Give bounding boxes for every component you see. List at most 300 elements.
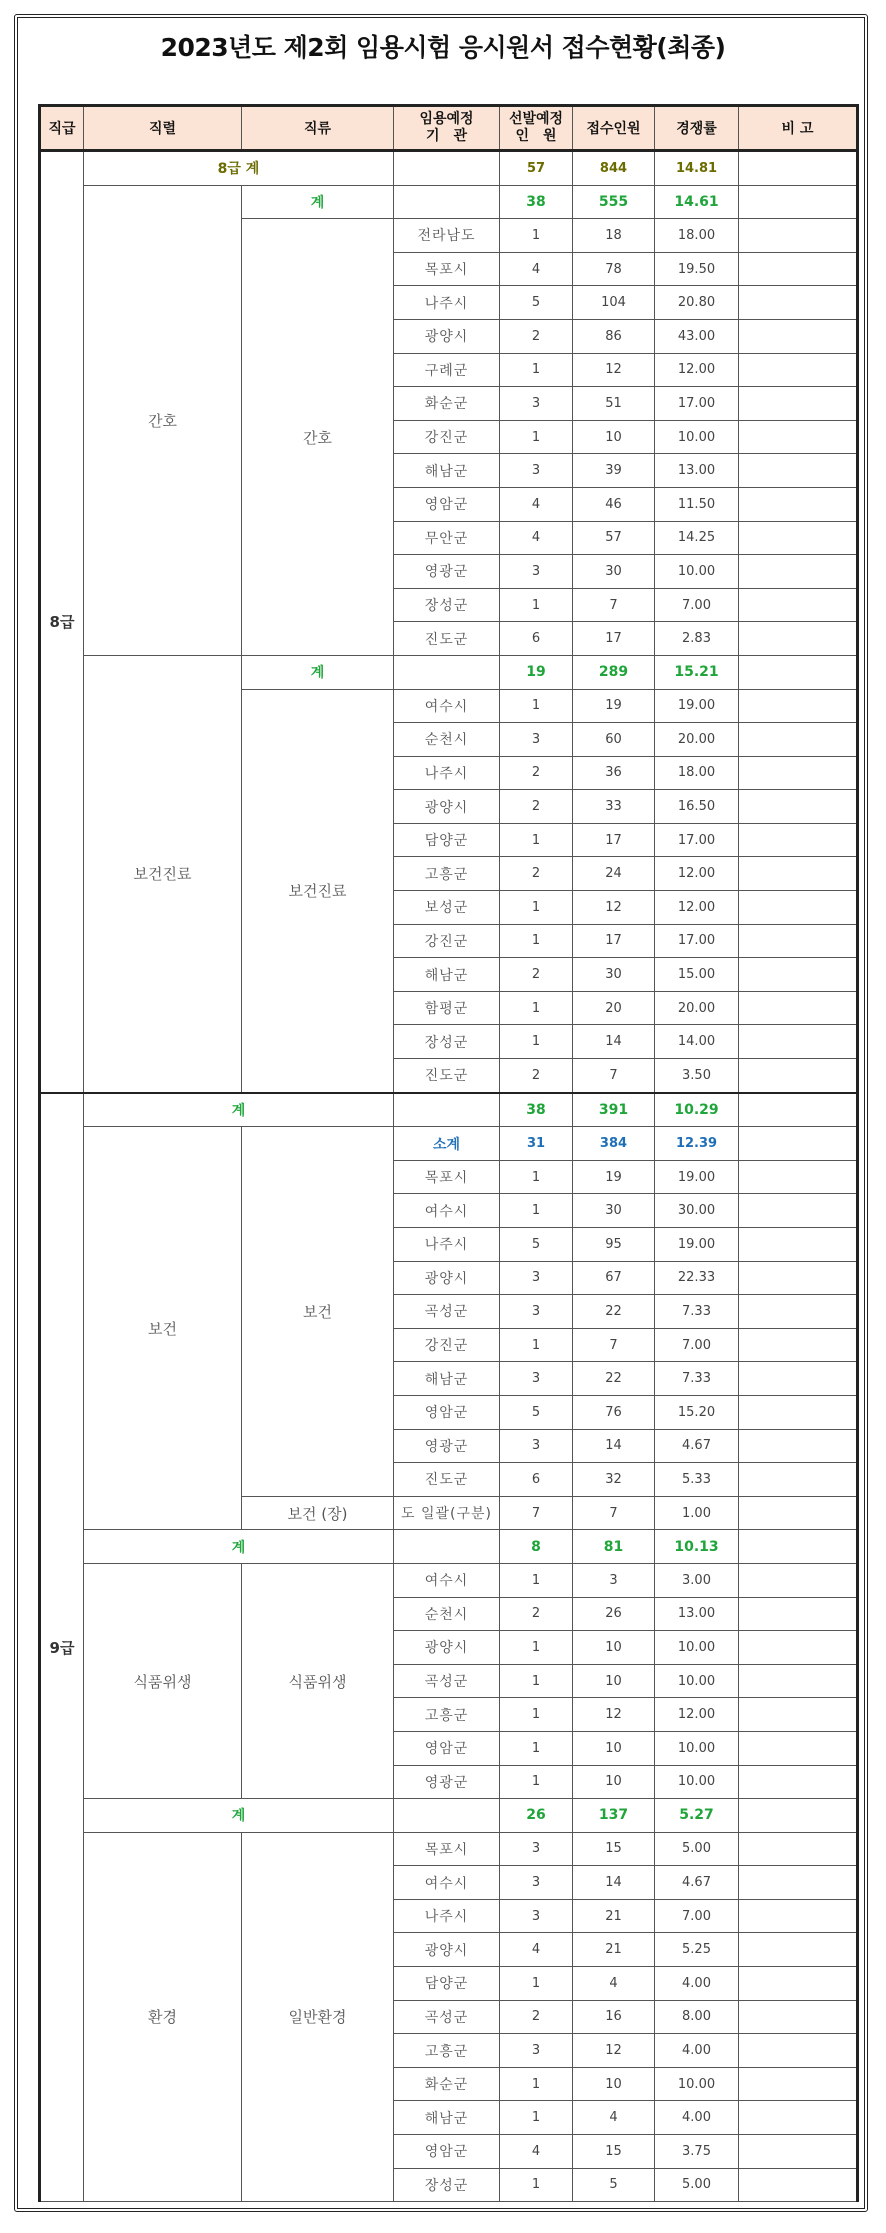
remarks-cell [739,1967,858,2001]
agency-cell [394,1530,500,1564]
planned-cell: 2 [500,958,573,992]
ratio-cell: 11.50 [655,487,739,521]
applicants-cell: 844 [573,151,655,186]
agency-cell: 고흥군 [394,857,500,891]
class-cell: 보건 [242,1127,394,1497]
remarks-cell [739,1664,858,1698]
table-row [40,655,858,689]
planned-cell: 2 [500,756,573,790]
agency-cell: 해남군 [394,1362,500,1396]
remarks-cell [739,1866,858,1900]
agency-cell: 여수시 [394,1563,500,1597]
section-total-label: 계 [84,1530,394,1564]
ratio-cell: 17.00 [655,823,739,857]
header-ratio: 경쟁률 [655,106,739,151]
agency-cell [394,1093,500,1127]
table-row [40,1832,858,1866]
planned-cell: 1 [500,991,573,1025]
applicants-cell: 5 [573,2168,655,2202]
applicants-cell: 17 [573,924,655,958]
header-applicants: 접수인원 [573,106,655,151]
remarks-cell [739,2101,858,2135]
planned-cell: 1 [500,891,573,925]
remarks-cell [739,1832,858,1866]
planned-cell: 1 [500,420,573,454]
planned-cell: 2 [500,1597,573,1631]
planned-cell: 1 [500,1664,573,1698]
class-cell: 일반환경 [242,1832,394,2202]
applicants-cell: 19 [573,689,655,723]
applicants-cell: 36 [573,756,655,790]
remarks-cell [739,420,858,454]
ratio-cell: 3.50 [655,1059,739,1093]
planned-cell: 1 [500,1631,573,1665]
planned-cell: 2 [500,319,573,353]
agency-cell: 진도군 [394,622,500,656]
applicants-cell: 10 [573,2067,655,2101]
remarks-cell [739,790,858,824]
agency-cell: 고흥군 [394,1698,500,1732]
applicants-cell: 86 [573,319,655,353]
remarks-cell [739,487,858,521]
ratio-cell: 22.33 [655,1261,739,1295]
ratio-cell: 16.50 [655,790,739,824]
remarks-cell [739,521,858,555]
planned-cell: 1 [500,689,573,723]
header-series: 직렬 [84,106,242,151]
series-cell: 보건 [84,1127,242,1530]
ratio-cell: 12.00 [655,857,739,891]
agency-cell [394,1799,500,1833]
applicants-cell: 30 [573,958,655,992]
ratio-cell: 14.00 [655,1025,739,1059]
remarks-cell [739,1530,858,1564]
agency-cell: 곡성군 [394,1295,500,1329]
remarks-cell [739,1597,858,1631]
applicants-cell: 14 [573,1866,655,1900]
ratio-cell: 12.00 [655,1698,739,1732]
applicants-cell: 22 [573,1362,655,1396]
planned-cell: 4 [500,252,573,286]
applicants-cell: 95 [573,1228,655,1262]
agency-cell: 목포시 [394,252,500,286]
subtotal-label: 소계 [394,1127,500,1161]
planned-cell: 3 [500,1362,573,1396]
ratio-cell: 10.00 [655,555,739,589]
planned-cell: 38 [500,185,573,219]
remarks-cell [739,1731,858,1765]
agency-cell: 곡성군 [394,2000,500,2034]
ratio-cell: 10.00 [655,420,739,454]
agency-cell: 곡성군 [394,1664,500,1698]
remarks-cell [739,1362,858,1396]
remarks-cell [739,387,858,421]
remarks-cell [739,1933,858,1967]
applicants-cell: 7 [573,1059,655,1093]
remarks-cell [739,1698,858,1732]
applicants-cell: 21 [573,1899,655,1933]
remarks-cell [739,1429,858,1463]
ratio-cell: 12.39 [655,1127,739,1161]
ratio-cell: 12.00 [655,353,739,387]
table-row [40,1563,858,1597]
agency-cell: 광양시 [394,319,500,353]
remarks-cell [739,1328,858,1362]
agency-cell: 해남군 [394,958,500,992]
agency-cell: 무안군 [394,521,500,555]
planned-cell: 1 [500,219,573,253]
ratio-cell: 4.00 [655,2101,739,2135]
remarks-cell [739,924,858,958]
table-row [40,1799,858,1833]
applicants-cell: 33 [573,790,655,824]
planned-cell: 1 [500,823,573,857]
planned-cell: 1 [500,2067,573,2101]
agency-cell: 장성군 [394,1025,500,1059]
applicants-cell: 7 [573,1328,655,1362]
remarks-cell [739,2000,858,2034]
agency-cell: 장성군 [394,588,500,622]
planned-cell: 1 [500,1698,573,1732]
remarks-cell [739,2067,858,2101]
applicants-cell: 104 [573,286,655,320]
agency-cell: 순천시 [394,723,500,757]
agency-cell: 영암군 [394,1395,500,1429]
agency-cell: 장성군 [394,2168,500,2202]
agency-cell: 전라남도 [394,219,500,253]
remarks-cell [739,689,858,723]
applicants-cell: 32 [573,1463,655,1497]
agency-cell: 해남군 [394,454,500,488]
agency-cell: 강진군 [394,924,500,958]
planned-cell: 1 [500,353,573,387]
agency-cell: 광양시 [394,1631,500,1665]
grade-9-cell: 9급 [40,1093,84,2202]
planned-cell: 5 [500,1228,573,1262]
ratio-cell: 4.00 [655,1967,739,2001]
agency-cell: 광양시 [394,1261,500,1295]
ratio-cell: 5.27 [655,1799,739,1833]
remarks-cell [739,1093,858,1127]
planned-cell: 2 [500,1059,573,1093]
section-total-label: 계 [84,1093,394,1127]
planned-cell: 1 [500,1160,573,1194]
header-planned: 선발예정 인 원 [500,106,573,151]
applicants-cell: 60 [573,723,655,757]
remarks-cell [739,1463,858,1497]
applicants-cell: 26 [573,1597,655,1631]
applicants-cell: 12 [573,891,655,925]
planned-cell: 3 [500,1899,573,1933]
agency-cell: 화순군 [394,2067,500,2101]
remarks-cell [739,454,858,488]
remarks-cell [739,2135,858,2169]
applicants-cell: 24 [573,857,655,891]
page-title: 2023년도 제2회 임용시험 응시원서 접수현황(최종) [160,33,726,62]
agency-cell: 강진군 [394,420,500,454]
ratio-cell: 10.00 [655,1631,739,1665]
applicants-cell: 384 [573,1127,655,1161]
applicants-cell: 10 [573,1631,655,1665]
applicants-cell: 81 [573,1530,655,1564]
agency-cell: 목포시 [394,1832,500,1866]
planned-cell: 2 [500,790,573,824]
planned-cell: 4 [500,2135,573,2169]
ratio-cell: 10.13 [655,1530,739,1564]
planned-cell: 1 [500,2168,573,2202]
remarks-cell [739,588,858,622]
agency-cell: 진도군 [394,1059,500,1093]
applicants-cell: 4 [573,2101,655,2135]
agency-cell: 영광군 [394,555,500,589]
applicants-cell: 7 [573,1496,655,1530]
remarks-cell [739,1127,858,1161]
ratio-cell: 18.00 [655,756,739,790]
planned-cell: 6 [500,622,573,656]
ratio-cell: 30.00 [655,1194,739,1228]
planned-cell: 3 [500,723,573,757]
remarks-cell [739,1799,858,1833]
remarks-cell [739,286,858,320]
planned-cell: 3 [500,454,573,488]
planned-cell: 4 [500,487,573,521]
remarks-cell [739,1496,858,1530]
applicants-cell: 15 [573,1832,655,1866]
class-cell: 간호 [242,219,394,656]
series-cell: 보건진료 [84,655,242,1092]
remarks-cell [739,252,858,286]
ratio-cell: 4.00 [655,2034,739,2068]
agency-cell: 함평군 [394,991,500,1025]
remarks-cell [739,1563,858,1597]
class-cell: 보건진료 [242,689,394,1093]
applicants-cell: 57 [573,521,655,555]
ratio-cell: 18.00 [655,219,739,253]
applicants-cell: 10 [573,1664,655,1698]
section-total-label: 계 [242,655,394,689]
agency-cell: 여수시 [394,1866,500,1900]
planned-cell: 1 [500,1328,573,1362]
planned-cell: 38 [500,1093,573,1127]
ratio-cell: 10.29 [655,1093,739,1127]
remarks-cell [739,1395,858,1429]
agency-cell [394,151,500,186]
ratio-cell: 7.33 [655,1362,739,1396]
remarks-cell [739,151,858,186]
planned-cell: 19 [500,655,573,689]
ratio-cell: 14.61 [655,185,739,219]
planned-cell: 1 [500,1731,573,1765]
remarks-cell [739,891,858,925]
header-agency: 임용예정 기 관 [394,106,500,151]
series-cell: 간호 [84,185,242,655]
ratio-cell: 7.00 [655,588,739,622]
remarks-cell [739,622,858,656]
agency-cell: 구례군 [394,353,500,387]
remarks-cell [739,2034,858,2068]
applicants-cell: 76 [573,1395,655,1429]
remarks-cell [739,1631,858,1665]
section-total-label: 계 [84,1799,394,1833]
agency-cell: 고흥군 [394,2034,500,2068]
ratio-cell: 5.00 [655,1832,739,1866]
agency-cell: 화순군 [394,387,500,421]
table-row [40,151,858,186]
applicants-cell: 17 [573,622,655,656]
ratio-cell: 7.33 [655,1295,739,1329]
ratio-cell: 10.00 [655,1664,739,1698]
application-status-table [38,104,859,2202]
table-row [40,1530,858,1564]
header-class: 직류 [242,106,394,151]
remarks-cell [739,991,858,1025]
agency-cell: 순천시 [394,1597,500,1631]
planned-cell: 3 [500,2034,573,2068]
agency-cell: 나주시 [394,286,500,320]
applicants-cell: 10 [573,1765,655,1799]
table-body [40,151,858,2202]
applicants-cell: 12 [573,2034,655,2068]
remarks-cell [739,1261,858,1295]
ratio-cell: 13.00 [655,1597,739,1631]
remarks-cell [739,219,858,253]
ratio-cell: 4.67 [655,1429,739,1463]
ratio-cell: 7.00 [655,1328,739,1362]
agency-cell: 담양군 [394,823,500,857]
agency-cell [394,185,500,219]
planned-cell: 1 [500,2101,573,2135]
ratio-cell: 43.00 [655,319,739,353]
ratio-cell: 10.00 [655,1731,739,1765]
planned-cell: 7 [500,1496,573,1530]
ratio-cell: 19.00 [655,1160,739,1194]
ratio-cell: 17.00 [655,924,739,958]
remarks-cell [739,319,858,353]
class-cell: 식품위생 [242,1563,394,1798]
remarks-cell [739,555,858,589]
applicants-cell: 4 [573,1967,655,2001]
agency-cell: 영광군 [394,1765,500,1799]
agency-cell: 나주시 [394,1899,500,1933]
planned-cell: 1 [500,1563,573,1597]
header-grade: 직급 [40,106,84,151]
planned-cell: 3 [500,1832,573,1866]
agency-cell: 나주시 [394,1228,500,1262]
planned-cell: 1 [500,924,573,958]
agency-cell: 영암군 [394,487,500,521]
ratio-cell: 8.00 [655,2000,739,2034]
ratio-cell: 20.80 [655,286,739,320]
agency-cell [394,655,500,689]
planned-cell: 5 [500,286,573,320]
agency-cell: 영암군 [394,1731,500,1765]
planned-cell: 1 [500,1025,573,1059]
remarks-cell [739,185,858,219]
grade8-total-label: 8급 계 [84,151,394,186]
remarks-cell [739,1160,858,1194]
planned-cell: 3 [500,1295,573,1329]
agency-cell: 도 일괄(구분) [394,1496,500,1530]
ratio-cell: 4.67 [655,1866,739,1900]
remarks-cell [739,353,858,387]
applicants-cell: 391 [573,1093,655,1127]
header-remarks: 비 고 [739,106,858,151]
planned-cell: 4 [500,521,573,555]
remarks-cell [739,723,858,757]
applicants-cell: 10 [573,1731,655,1765]
remarks-cell [739,2168,858,2202]
agency-cell: 목포시 [394,1160,500,1194]
remarks-cell [739,958,858,992]
planned-cell: 3 [500,1429,573,1463]
applicants-cell: 21 [573,1933,655,1967]
ratio-cell: 17.00 [655,387,739,421]
table-row [40,1127,858,1161]
agency-cell: 진도군 [394,1463,500,1497]
table-row [40,185,858,219]
agency-cell: 광양시 [394,790,500,824]
agency-cell: 해남군 [394,2101,500,2135]
ratio-cell: 15.20 [655,1395,739,1429]
section-total-label: 계 [242,185,394,219]
table-row [40,1093,858,1127]
planned-cell: 31 [500,1127,573,1161]
ratio-cell: 13.00 [655,454,739,488]
remarks-cell [739,1194,858,1228]
planned-cell: 3 [500,1261,573,1295]
ratio-cell: 19.50 [655,252,739,286]
remarks-cell [739,756,858,790]
planned-cell: 3 [500,387,573,421]
applicants-cell: 78 [573,252,655,286]
remarks-cell [739,1025,858,1059]
agency-cell: 여수시 [394,689,500,723]
planned-cell: 6 [500,1463,573,1497]
series-cell: 환경 [84,1832,242,2202]
applicants-cell: 22 [573,1295,655,1329]
applicants-cell: 19 [573,1160,655,1194]
remarks-cell [739,655,858,689]
applicants-cell: 7 [573,588,655,622]
applicants-cell: 14 [573,1429,655,1463]
planned-cell: 1 [500,1194,573,1228]
planned-cell: 57 [500,151,573,186]
ratio-cell: 20.00 [655,723,739,757]
applicants-cell: 289 [573,655,655,689]
applicants-cell: 12 [573,353,655,387]
applicants-cell: 51 [573,387,655,421]
applicants-cell: 555 [573,185,655,219]
ratio-cell: 19.00 [655,1228,739,1262]
ratio-cell: 1.00 [655,1496,739,1530]
ratio-cell: 3.75 [655,2135,739,2169]
agency-cell: 보성군 [394,891,500,925]
applicants-cell: 14 [573,1025,655,1059]
ratio-cell: 14.81 [655,151,739,186]
ratio-cell: 19.00 [655,689,739,723]
ratio-cell: 15.21 [655,655,739,689]
class-cell: 보건 (장) [242,1496,394,1530]
planned-cell: 4 [500,1933,573,1967]
agency-cell: 나주시 [394,756,500,790]
agency-cell: 광양시 [394,1933,500,1967]
agency-cell: 영광군 [394,1429,500,1463]
ratio-cell: 15.00 [655,958,739,992]
applicants-cell: 18 [573,219,655,253]
agency-cell: 강진군 [394,1328,500,1362]
planned-cell: 1 [500,1765,573,1799]
header-row [40,106,858,151]
